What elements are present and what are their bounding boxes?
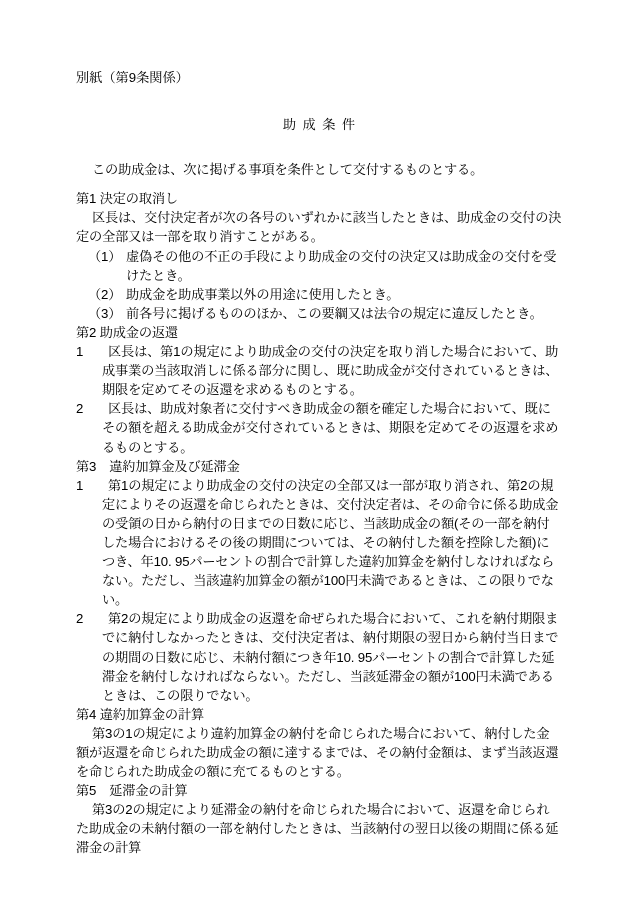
clause-3-1 xyxy=(76,476,562,610)
clause-text: 第2の規定により助成金の返還を命ぜられた場合において、これを納付期限までに納付しなかったときは、交付決定者は、納付期限の翌日から納付当日までの期間の日数に応じ、未納付額につき年10. 95パーセントの割合で計算した延滞金を納付しなければならない。ただし、当該延滞金の額が100円未満であるときは、この限りでない。 xyxy=(102,611,559,703)
subitem-1-1 xyxy=(76,247,562,285)
clause-number: 1 xyxy=(76,477,84,493)
document-title: 助成条件 xyxy=(282,117,362,133)
sheet-reference: 別紙（第9条関係） xyxy=(76,70,189,85)
article-heading-1: 第1 決定の取消し xyxy=(76,191,178,207)
subitem-text: 前各号に掲げるもののほか、この要綱又は法令の規定に違反したとき。 xyxy=(126,305,543,321)
subitem-text: 虚偽その他の不正の手段により助成金の交付の決定又は助成金の交付を受けたとき。 xyxy=(126,248,557,283)
document-content xyxy=(76,68,562,858)
article-heading-4: 第4 違約加算金の計算 xyxy=(76,706,205,722)
subitem-1-2 xyxy=(76,285,562,304)
clause-2-2 xyxy=(76,399,562,456)
clause-number: 2 xyxy=(76,611,84,627)
article-heading-5: 第5 延滞金の計算 xyxy=(76,783,188,799)
clause-number: 1 xyxy=(76,344,84,360)
article-body-4: 第3の1の規定により違約加算金の納付を命じられた場合において、納付した金額が返還を命じられた助成金の額に達するまでは、その納付金額は、まず当該返還を命じられた助成金の額に充てるものとする。 xyxy=(76,725,559,780)
article-body-1: 区長は、交付決定者が次の各号のいずれかに該当したときは、助成金の交付の決定の全部又は一部を取り消すことがある。 xyxy=(76,210,562,245)
article-heading-3: 第3 違約加算金及び延滞金 xyxy=(76,458,240,474)
article-heading-2: 第2 助成金の返還 xyxy=(76,324,178,340)
clause-text: 区長は、第1の規定により助成金の交付の決定を取り消した場合において、助成事業の当該取消しに係る部分に関し、既に助成金が交付されているときは、期限を定めてその返還を求めるものとする。 xyxy=(102,344,559,398)
subitem-text: 助成金を助成事業以外の用途に使用したとき。 xyxy=(126,286,400,302)
clause-text: 第1の規定により助成金の交付の決定の全部又は一部が取り消され、第2の規定によりその返還を命じられたときは、交付決定者は、その命令に係る助成金の受領の日から納付の日までの日数に応じ、当該助成金の額(その一部を納付した場合におけるその後の期間については、その納付した額を控除した額)につき、年10. 95パーセントの割合で計算した違約加算金を納付しなければならない。ただし、当該違約加算金の額が100円未満であるときは、この限りでない。 xyxy=(102,477,559,608)
subitem-1-3 xyxy=(76,304,562,323)
subitem-marker: （3） xyxy=(88,305,122,321)
clause-3-2 xyxy=(76,609,562,704)
clause-2-1 xyxy=(76,342,562,399)
lead-sentence: この助成金は、次に掲げる事項を条件として交付するものとする。 xyxy=(92,162,484,178)
subitem-marker: （2） xyxy=(88,286,122,302)
clause-number: 2 xyxy=(76,401,84,417)
subitem-marker: （1） xyxy=(88,248,122,264)
article-body-5: 第3の2の規定により延滞金の納付を命じられた場合において、返還を命じられた助成金の未納付額の一部を納付したときは、当該納付の翌日以後の期間に係る延滞金の計算 xyxy=(76,802,559,856)
clause-text: 区長は、助成対象者に交付すべき助成金の額を確定した場合において、既にその額を超える助成金が交付されているときは、期限を定めてその返還を求めるものとする。 xyxy=(102,401,559,455)
